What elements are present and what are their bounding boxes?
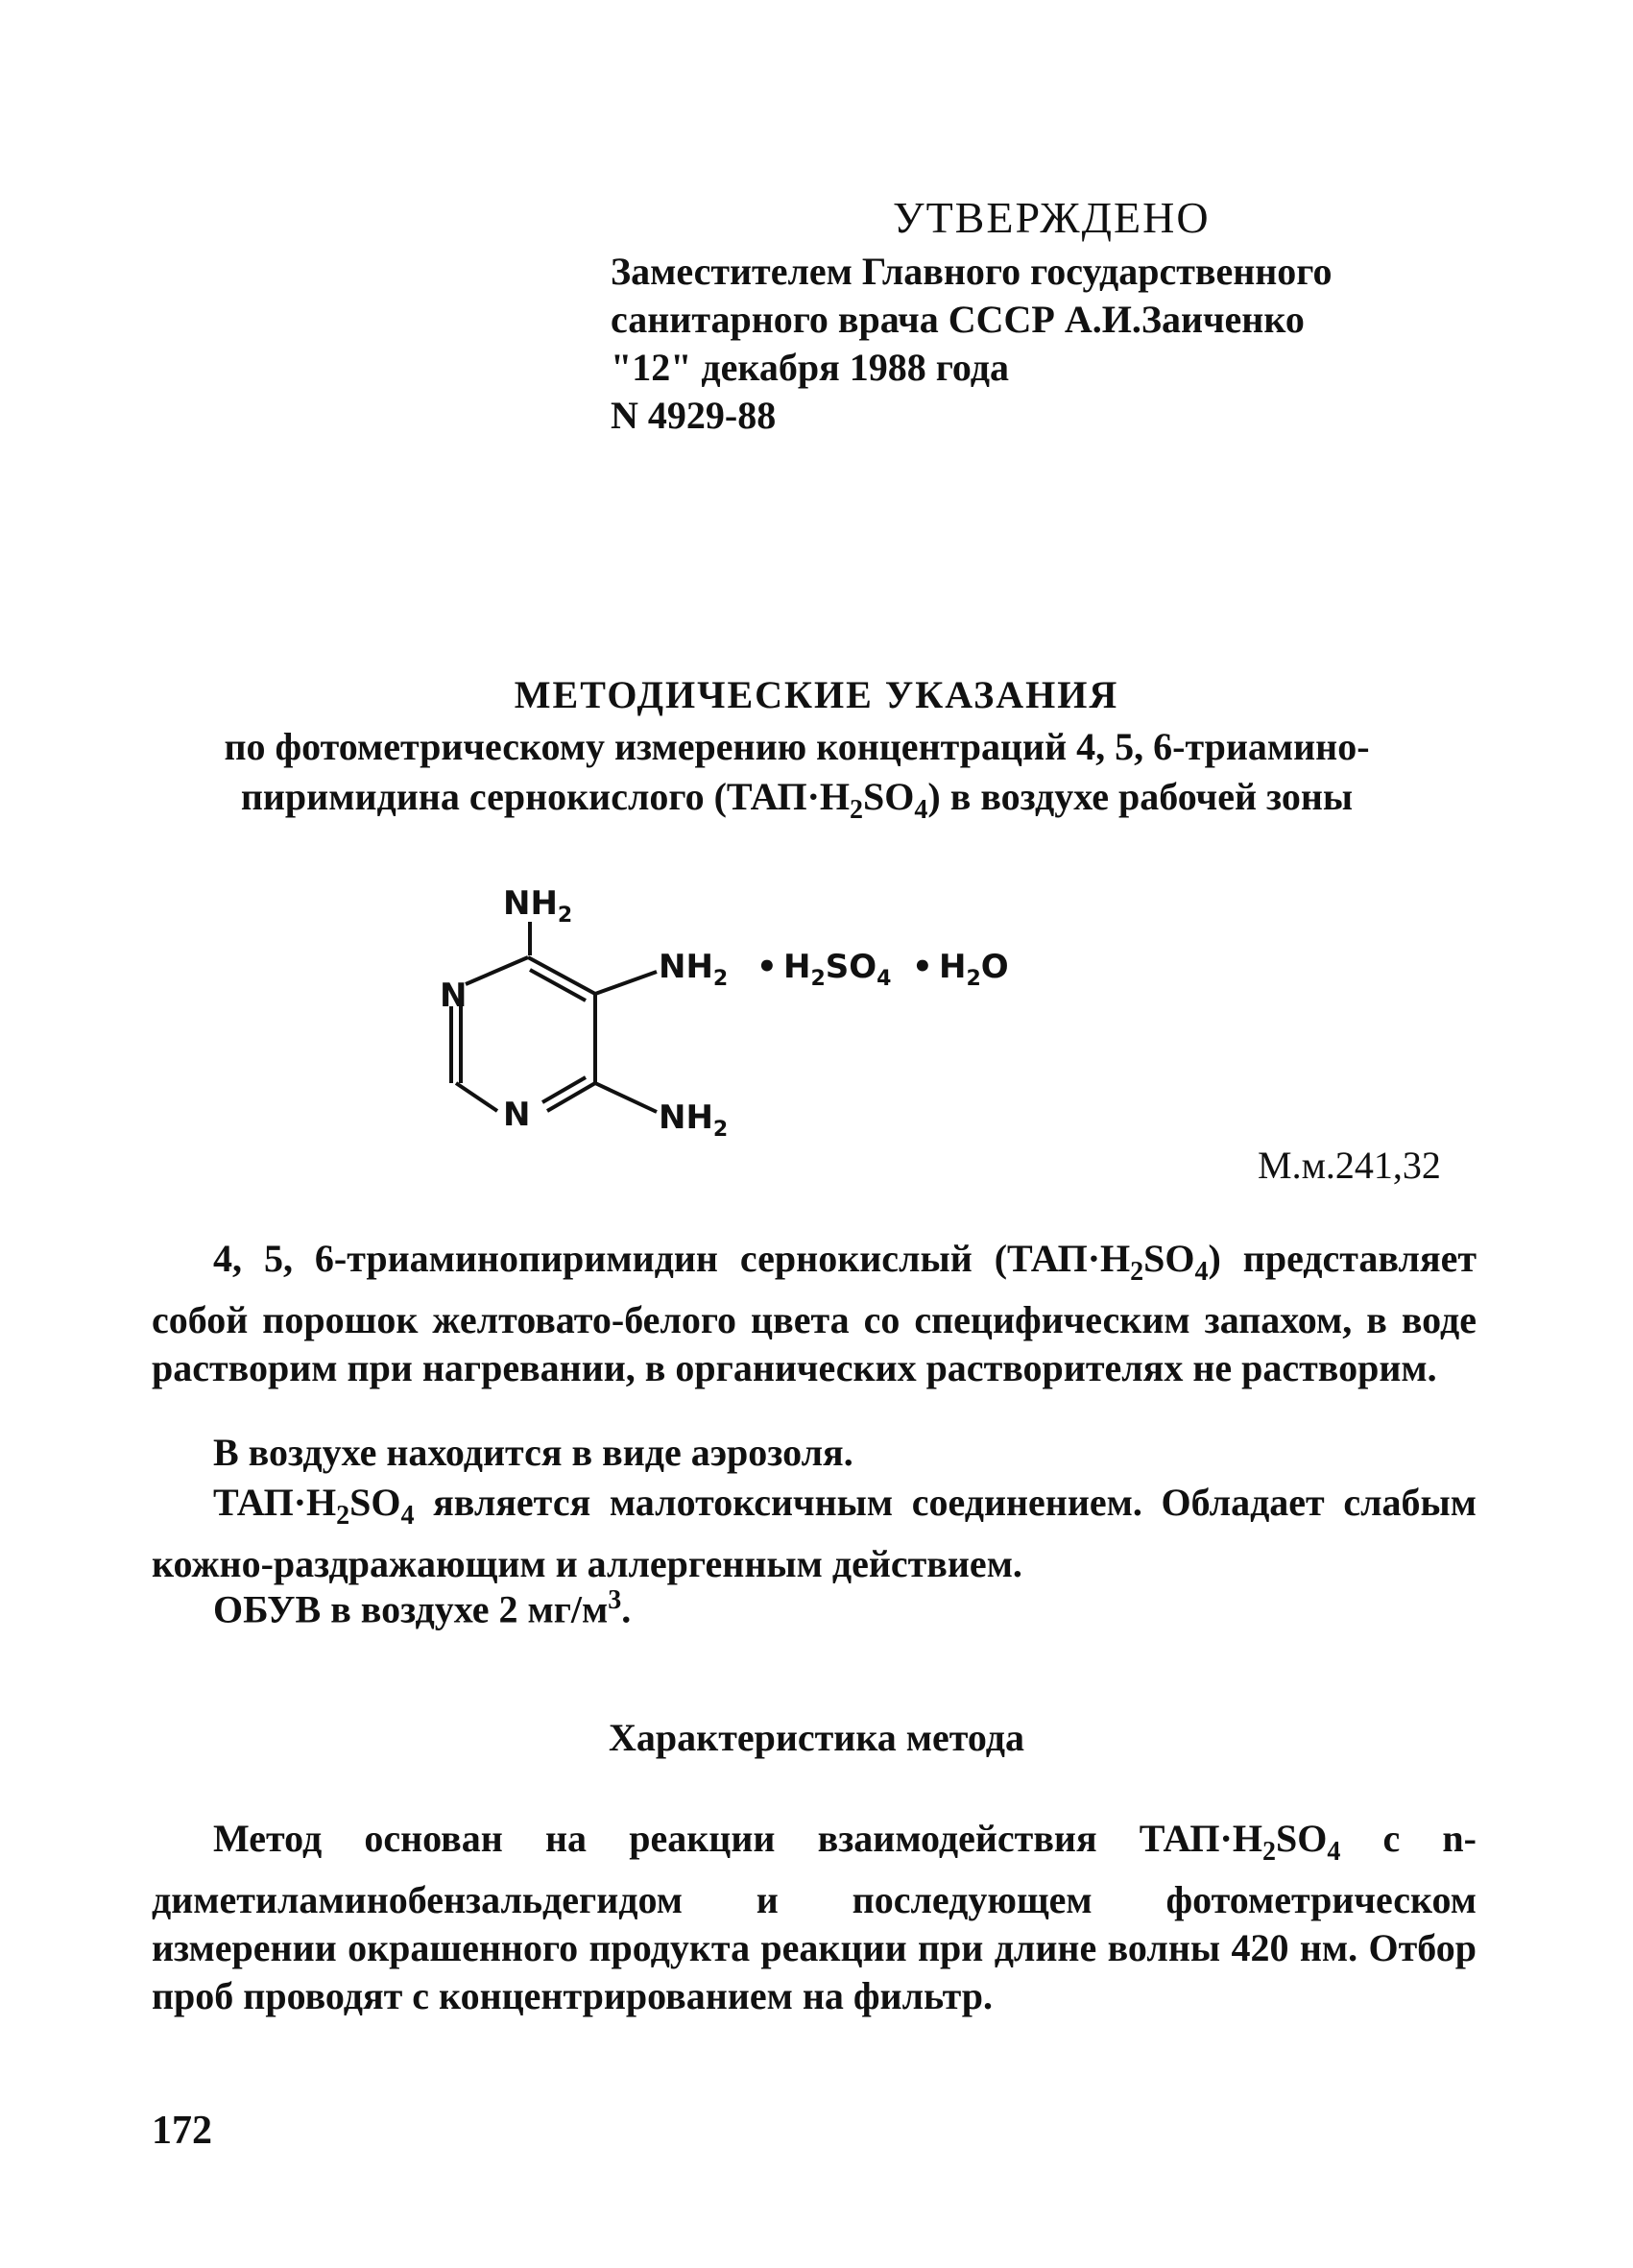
subtitle-text: ) в воздухе рабочей зоны: [927, 775, 1354, 818]
nitrogen-label: N: [440, 977, 468, 1015]
obuv-paragraph: [152, 1577, 1477, 1633]
dot-separator: •: [756, 948, 778, 986]
paragraph-text: ТАП·H: [213, 1481, 337, 1524]
ring-bond: [456, 1083, 497, 1111]
paragraph-text: SO: [1275, 1817, 1328, 1860]
amine-bond: [595, 972, 657, 994]
subtitle-text: пиримидина сернокислого (ТАП·H: [240, 775, 851, 818]
paragraph-text: ) представляет собой порошок желтовато-белого цвета со специфическим запахом, в воде растворим при нагревании, в органических растворителях не растворим.: [152, 1237, 1477, 1389]
approval-line-2: санитарного врача СССР А.И.Заиченко: [611, 298, 1305, 341]
subscript: 2: [850, 795, 864, 825]
ring-bond: [466, 957, 528, 984]
paragraph-text: 4, 5, 6-триаминопиримидин сернокислый (ТАП·H: [213, 1237, 1131, 1280]
paragraph-text: SO: [1143, 1237, 1195, 1280]
amine-bond: [595, 1083, 657, 1112]
subscript: 2: [1261, 1837, 1276, 1867]
approval-line-1: Заместителем Главного государственного: [611, 250, 1333, 293]
nh2-label: $NH_2$: [659, 948, 729, 991]
subscript: 4: [914, 795, 928, 825]
pyrimidine-ring: [451, 922, 657, 1112]
subtitle-line-1: по фотометрическому измерению концентраций 4, 5, 6-триамино-: [224, 725, 1370, 768]
approval-heading: УТВЕРЖДЕНО: [893, 193, 1211, 242]
document-title: МЕТОДИЧЕСКИЕ УКАЗАНИЯ: [514, 673, 1119, 716]
subtitle-text: SO: [863, 775, 915, 818]
nh2-label: $NH_2$: [659, 1098, 729, 1142]
sulfuric-acid-label: $H_2SO_4$: [783, 948, 892, 991]
water-label: $H_2O$: [939, 948, 1009, 991]
toxicity-paragraph: [152, 1479, 1477, 1588]
page-number: 172: [152, 2109, 212, 2153]
subscript: 4: [1194, 1257, 1209, 1287]
paragraph-text: .: [621, 1587, 632, 1631]
subscript: 4: [1327, 1837, 1341, 1867]
structural-formula: [422, 864, 1018, 1181]
subscript: 2: [1130, 1257, 1144, 1287]
paragraph-text: Метод основан на реакции взаимодействия ТАП·H: [213, 1817, 1262, 1860]
approval-line-3: "12" декабря 1988 года: [611, 346, 1009, 389]
description-paragraph: [152, 1235, 1477, 1392]
paragraph-text: SO: [349, 1481, 401, 1524]
paragraph-text: является малотоксичным соединением. Обладает слабым кожно-раздражающим и аллергенным действием.: [152, 1481, 1477, 1585]
nh2-label: $NH_2$: [503, 884, 573, 928]
dot-separator: •: [912, 948, 933, 986]
paragraph-text: ОБУВ в воздухе 2 мг/м: [213, 1587, 609, 1631]
ring-double-bond: [542, 1077, 586, 1102]
aerosol-paragraph: В воздухе находится в виде аэрозоля.: [213, 1431, 853, 1474]
nitrogen-label: N: [503, 1096, 531, 1134]
subtitle-line-2: [115, 772, 1478, 835]
superscript: 3: [608, 1585, 622, 1615]
approval-number: N 4929-88: [611, 394, 777, 437]
molecular-mass: М.м.241,32: [1258, 1144, 1441, 1187]
method-paragraph: [152, 1815, 1477, 2020]
subscript: 2: [336, 1501, 350, 1531]
subscript: 4: [400, 1501, 415, 1531]
paragraph-text: с n-диметиламинобензальдегидом и последующем фотометрическом измерении окрашенного продукта реакции при длине волны 420 нм. Отбор проб проводят с концентрированием на фильтр.: [152, 1817, 1477, 2017]
section-heading: Характеристика метода: [609, 1716, 1024, 1759]
